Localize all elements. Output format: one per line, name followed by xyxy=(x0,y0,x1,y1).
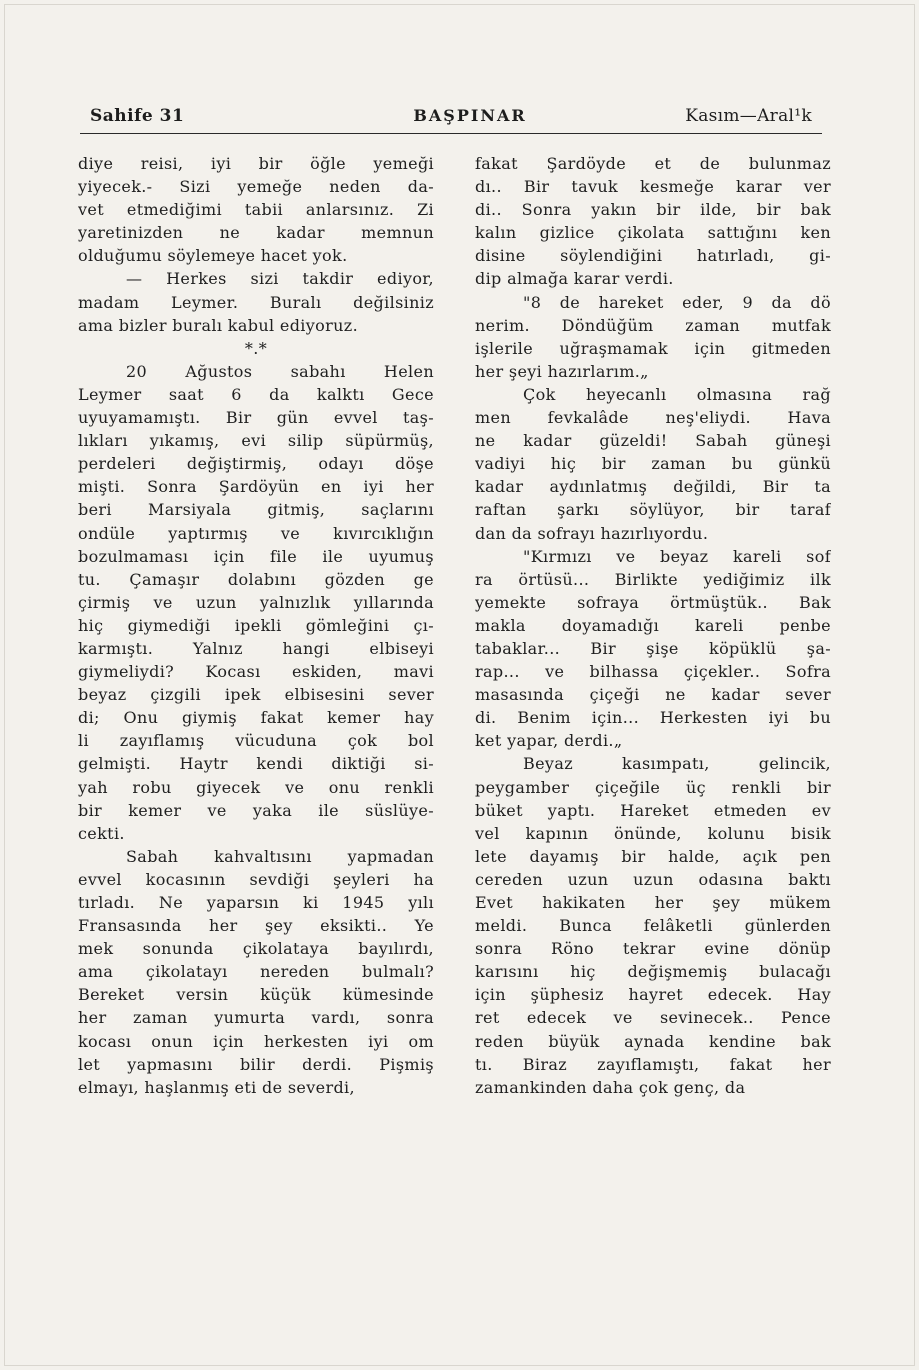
text-line: dan da sofrayı hazırlıyordu. xyxy=(475,523,709,543)
text-line: di.. Sonra yakın bir ilde, bir bak xyxy=(475,200,831,220)
text-line: elmayı, haşlanmış eti de severdi, xyxy=(78,1077,355,1097)
text-line: giymeliydi? Kocası eskiden, mavi xyxy=(78,662,434,682)
text-line: Fransasında her şey eksikti.. Ye xyxy=(78,916,434,936)
text-line: vet etmediğimi tabii anlarsınız. Zi xyxy=(78,200,434,220)
text-line: cereden uzun uzun odasına baktı xyxy=(475,869,831,889)
text-line: tı. Biraz zayıflamıştı, fakat her xyxy=(475,1054,831,1074)
text-line: her zaman yumurta vardı, sonra xyxy=(78,1008,434,1028)
text-line: Beyaz kasımpatı, gelincik, xyxy=(523,754,831,774)
text-line: tu. Çamaşır dolabını gözden ge xyxy=(78,569,434,589)
text-line: nerim. Döndüğüm zaman mutfak xyxy=(475,315,831,335)
text-line: perdeleri değiştirmiş, odayı döşe xyxy=(78,454,434,474)
text-line: mişti. Sonra Şardöyün en iyi her xyxy=(78,477,434,497)
text-line: yemekte sofraya örtmüştük.. Bak xyxy=(475,592,831,612)
text-line: ra örtüsü... Birlikte yediğimiz ilk xyxy=(475,569,831,589)
text-line: bozulmaması için file ile uyumuş xyxy=(78,546,434,566)
publication-title: BAŞPINAR xyxy=(413,106,527,125)
text-line: "Kırmızı ve beyaz kareli sof xyxy=(523,546,831,566)
text-line: yiyecek.- Sizi yemeğe neden da- xyxy=(78,177,434,197)
text-line: ket yapar, derdi.„ xyxy=(475,731,623,751)
text-line: 20 Ağustos sabahı Helen xyxy=(126,361,434,381)
text-line: büket yaptı. Hareket etmeden ev xyxy=(475,800,831,820)
text-line: masasında çiçeği ne kadar sever xyxy=(475,685,831,705)
text-line: cekti. xyxy=(78,823,125,843)
text-line: yaretinizden ne kadar memnun xyxy=(78,223,434,243)
running-header xyxy=(80,106,840,132)
text-line: ondüle yaptırmış ve kıvırcıklığın xyxy=(78,523,434,543)
text-line: *.* xyxy=(244,338,268,358)
left-column xyxy=(78,152,434,1099)
text-line: işlerile uğraşmamak için gitmeden xyxy=(475,338,831,358)
text-line: peygamber çiçeğile üç renkli bir xyxy=(475,777,831,797)
text-line: vadiyi hiç bir zaman bu günkü xyxy=(475,454,831,474)
text-line: evvel kocasının sevdiği şeyleri ha xyxy=(78,869,434,889)
text-line: yah robu giyecek ve onu renkli xyxy=(78,777,434,797)
text-line: lete dayamış bir halde, açık pen xyxy=(475,846,831,866)
text-line: let yapmasını bilir derdi. Pişmiş xyxy=(78,1054,434,1074)
text-line: rap... ve bilhassa çiçekler.. Sofra xyxy=(475,662,831,682)
text-line: tırladı. Ne yaparsın ki 1945 yılı xyxy=(78,893,434,912)
text-line: Leymer saat 6 da kalktı Gece xyxy=(78,384,434,404)
text-line: beyaz çizgili ipek elbisesini sever xyxy=(78,685,434,705)
text-line: tabaklar... Bir şişe köpüklü şa- xyxy=(475,638,831,658)
text-line: karısını hiç değişmemiş bulacağı xyxy=(475,962,831,982)
text-line: için şüphesiz hayret edecek. Hay xyxy=(475,985,831,1005)
text-line: vel kapının önünde, kolunu bisik xyxy=(475,823,831,843)
text-line: ne kadar güzeldi! Sabah güneşi xyxy=(475,431,831,451)
text-line: disine söylendiğini hatırladı, gi- xyxy=(475,246,831,266)
text-line: fakat Şardöyde et de bulunmaz xyxy=(475,154,831,173)
text-line: beri Marsiyala gitmiş, saçlarını xyxy=(78,500,434,520)
text-line: dı.. Bir tavuk kesmeğe karar ver xyxy=(475,177,831,197)
text-line: her şeyi hazırlarım.„ xyxy=(475,361,649,381)
text-line: hiç giymediği ipekli gömleğini çı- xyxy=(78,615,434,635)
text-line: raftan şarkı söylüyor, bir taraf xyxy=(475,500,831,520)
text-line: bir kemer ve yaka ile süslüye- xyxy=(78,800,434,820)
text-line: men fevkalâde neş'eliydi. Hava xyxy=(475,408,831,428)
text-line: ret edecek ve sevinecek.. Pence xyxy=(475,1008,831,1028)
text-line: Çok heyecanlı olmasına rağ xyxy=(523,384,831,404)
text-line: reden büyük aynada kendine bak xyxy=(475,1031,831,1051)
text-line: — Herkes sizi takdir ediyor, xyxy=(126,269,434,289)
text-line: zamankinden daha çok genç, da xyxy=(475,1077,746,1097)
text-line: uyuyamamıştı. Bir gün evvel taş- xyxy=(78,408,434,428)
text-line: kadar aydınlatmış değildi, Bir ta xyxy=(475,477,831,497)
text-line: makla doyamadığı kareli penbe xyxy=(475,615,831,635)
right-column xyxy=(475,152,831,1099)
text-line: di. Benim için... Herkesten iyi bu xyxy=(475,708,831,728)
text-line: Sabah kahvaltısını yapmadan xyxy=(126,846,434,866)
text-line: madam Leymer. Buralı değilsiniz xyxy=(78,292,434,312)
text-line: karmıştı. Yalnız hangi elbiseyi xyxy=(78,638,434,658)
text-line: Evet hakikaten her şey mükem xyxy=(475,893,831,912)
text-line: kalın gizlice çikolata sattığını ken xyxy=(475,223,831,243)
text-line: ama çikolatayı nereden bulmalı? xyxy=(78,962,434,982)
issue-date: Kasım—Aral¹k xyxy=(685,106,812,126)
text-line: olduğumu söylemeye hacet yok. xyxy=(78,246,348,266)
header-rule xyxy=(80,133,822,134)
page-number: Sahife 31 xyxy=(90,106,185,126)
text-line: lıkları yıkamış, evi silip süpürmüş, xyxy=(78,431,434,451)
text-line: gelmişti. Haytr kendi diktiği si- xyxy=(78,754,434,774)
text-line: meldi. Bunca felâketli günlerden xyxy=(475,916,831,936)
text-line: sonra Röno tekrar evine dönüp xyxy=(475,939,831,959)
text-line: dip almağa karar verdi. xyxy=(475,269,674,289)
text-line: mek sonunda çikolataya bayılırdı, xyxy=(78,939,434,959)
text-line: ama bizler buralı kabul ediyoruz. xyxy=(78,315,359,335)
text-line: "8 de hareket eder, 9 da dö xyxy=(523,292,831,312)
text-line: çirmiş ve uzun yalnızlık yıllarında xyxy=(78,592,434,612)
text-line: Bereket versin küçük kümesinde xyxy=(78,985,434,1005)
text-line: li zayıflamış vücuduna çok bol xyxy=(78,731,434,751)
text-line: kocası onun için herkesten iyi om xyxy=(78,1031,434,1051)
text-line: di; Onu giymiş fakat kemer hay xyxy=(78,708,434,728)
text-line: diye reisi, iyi bir öğle yemeği xyxy=(78,154,434,173)
